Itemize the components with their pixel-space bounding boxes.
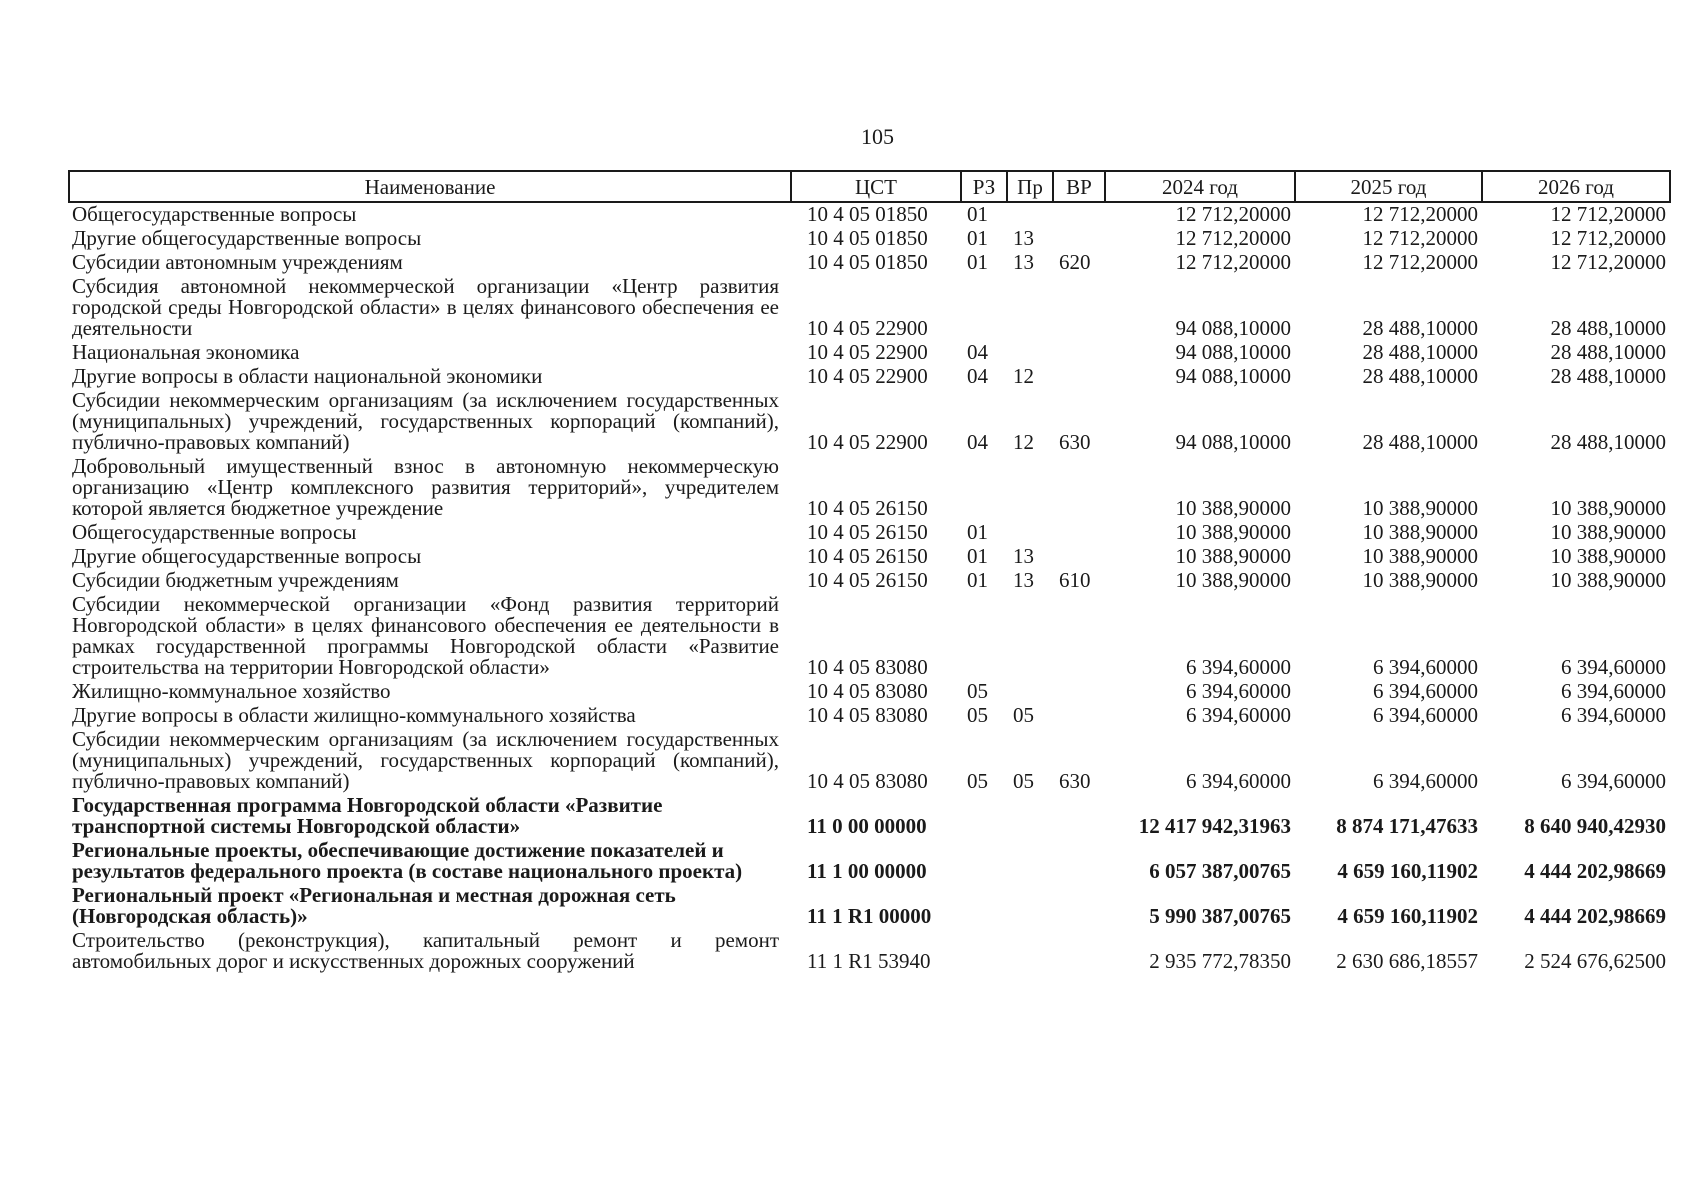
table-row — [69, 728, 1670, 794]
row-vr — [1053, 884, 1105, 929]
row-name: Региональные проекты, обеспечивающие достижение показателей и результатов федерального проекта (в составе национального проекта) — [72, 838, 743, 883]
row-name: Субсидия автономной некоммерческой организации «Центр развития городской среды Новгородской области» в целях финансового обеспечения ее деятельности — [72, 274, 779, 340]
header-cst: ЦСТ — [791, 171, 961, 202]
row-rz — [961, 929, 1007, 974]
row-2024: 12 712,20000 — [1175, 250, 1291, 274]
row-name: Национальная экономика — [72, 340, 300, 364]
row-2026: 10 388,90000 — [1550, 544, 1666, 568]
row-2024: 6 394,60000 — [1186, 679, 1291, 703]
row-name: Государственная программа Новгородской области «Развитие транспортной системы Новгородской области» — [72, 793, 663, 838]
row-pr — [1007, 794, 1053, 839]
row-name: Общегосударственные вопросы — [72, 202, 357, 226]
row-vr — [1053, 680, 1105, 704]
row-rz: 01 — [967, 202, 988, 226]
row-2024: 10 388,90000 — [1175, 568, 1291, 592]
row-cst: 10 4 05 22900 — [807, 316, 928, 340]
row-2024: 12 712,20000 — [1175, 202, 1291, 226]
row-2025: 10 388,90000 — [1362, 496, 1478, 520]
table-row — [69, 251, 1670, 275]
row-rz — [961, 275, 1007, 341]
row-rz: 01 — [967, 226, 988, 250]
row-2026: 12 712,20000 — [1550, 250, 1666, 274]
row-2026: 8 640 940,42930 — [1524, 814, 1666, 838]
row-rz: 04 — [967, 364, 988, 388]
row-name: Жилищно-коммунальное хозяйство — [72, 679, 391, 703]
row-2024: 2 935 772,78350 — [1149, 949, 1291, 973]
row-cst: 10 4 05 22900 — [807, 430, 928, 454]
row-pr — [1007, 341, 1053, 365]
row-vr — [1053, 227, 1105, 251]
row-pr: 12 — [1013, 364, 1034, 388]
row-2024: 94 088,10000 — [1175, 364, 1291, 388]
header-2026: 2026 год — [1482, 171, 1670, 202]
row-vr: 630 — [1059, 769, 1091, 793]
row-2025: 28 488,10000 — [1362, 430, 1478, 454]
row-2025: 6 394,60000 — [1373, 769, 1478, 793]
row-2026: 10 388,90000 — [1550, 520, 1666, 544]
table-row — [69, 704, 1670, 728]
table-row — [69, 545, 1670, 569]
row-cst: 10 4 05 83080 — [807, 679, 928, 703]
row-2026: 28 488,10000 — [1550, 340, 1666, 364]
table-row — [69, 839, 1670, 884]
row-2026: 28 488,10000 — [1550, 430, 1666, 454]
row-2026: 12 712,20000 — [1550, 202, 1666, 226]
page-number: 105 — [861, 124, 894, 149]
table-row — [69, 365, 1670, 389]
row-pr: 13 — [1013, 226, 1034, 250]
row-rz: 01 — [967, 568, 988, 592]
table-row — [69, 794, 1670, 839]
row-name: Другие вопросы в области жилищно-коммунального хозяйства — [72, 703, 636, 727]
row-2026: 12 712,20000 — [1550, 226, 1666, 250]
row-cst: 10 4 05 83080 — [807, 655, 928, 679]
row-cst: 10 4 05 01850 — [807, 202, 928, 226]
row-pr — [1007, 202, 1053, 227]
table-row — [69, 455, 1670, 521]
row-vr: 610 — [1059, 568, 1091, 592]
table-row — [69, 202, 1670, 227]
row-2025: 4 659 160,11902 — [1337, 859, 1478, 883]
row-name: Субсидии некоммерческим организациям (за исключением государственных (муниципальных) учреждений, государственных корпораций (компаний), публично-правовых компаний) — [72, 388, 779, 454]
row-name: Другие общегосударственные вопросы — [72, 544, 422, 568]
row-2026: 6 394,60000 — [1561, 769, 1666, 793]
row-vr — [1053, 593, 1105, 680]
row-rz: 04 — [967, 340, 988, 364]
row-2025: 28 488,10000 — [1362, 364, 1478, 388]
row-vr: 630 — [1059, 430, 1091, 454]
row-2024: 94 088,10000 — [1175, 316, 1291, 340]
row-2026: 6 394,60000 — [1561, 655, 1666, 679]
row-2025: 8 874 171,47633 — [1336, 814, 1478, 838]
row-vr — [1053, 455, 1105, 521]
row-vr — [1053, 545, 1105, 569]
row-cst: 10 4 05 26150 — [807, 544, 928, 568]
row-cst: 10 4 05 26150 — [807, 520, 928, 544]
row-pr: 13 — [1013, 568, 1034, 592]
row-pr: 05 — [1013, 769, 1034, 793]
row-2026: 2 524 676,62500 — [1524, 949, 1666, 973]
table-row — [69, 569, 1670, 593]
row-cst: 10 4 05 01850 — [807, 250, 928, 274]
row-name: Региональный проект «Региональная и местная дорожная сеть (Новгородская область)» — [72, 883, 676, 928]
row-vr — [1053, 341, 1105, 365]
row-2024: 6 394,60000 — [1186, 769, 1291, 793]
row-2025: 28 488,10000 — [1362, 340, 1478, 364]
row-pr: 05 — [1013, 703, 1034, 727]
table-row — [69, 593, 1670, 680]
row-cst: 10 4 05 22900 — [807, 364, 928, 388]
row-2025: 10 388,90000 — [1362, 520, 1478, 544]
row-pr — [1007, 521, 1053, 545]
header-pr: Пр — [1007, 171, 1053, 202]
row-vr — [1053, 929, 1105, 974]
table-row — [69, 884, 1670, 929]
row-2026: 10 388,90000 — [1550, 568, 1666, 592]
row-vr — [1053, 275, 1105, 341]
row-2024: 5 990 387,00765 — [1149, 904, 1291, 928]
table-row — [69, 275, 1670, 341]
row-cst: 11 1 00 00000 — [807, 859, 927, 883]
row-2026: 6 394,60000 — [1561, 679, 1666, 703]
row-vr — [1053, 794, 1105, 839]
row-rz — [961, 794, 1007, 839]
row-2024: 12 417 942,31963 — [1138, 814, 1291, 838]
row-vr — [1053, 365, 1105, 389]
row-rz: 04 — [967, 430, 988, 454]
row-rz — [961, 884, 1007, 929]
table-row — [69, 680, 1670, 704]
row-2024: 10 388,90000 — [1175, 544, 1291, 568]
header-vr: ВР — [1053, 171, 1105, 202]
budget-table — [68, 170, 1671, 974]
table-row — [69, 929, 1670, 974]
row-2025: 2 630 686,18557 — [1336, 949, 1478, 973]
row-2025: 6 394,60000 — [1373, 703, 1478, 727]
row-name: Субсидии некоммерческой организации «Фонд развития территорий Новгородской области» в целях финансового обеспечения ее деятельности в рамках государственной программы Новгородской области «Развитие строительства на территории Новгородской области» — [72, 592, 779, 679]
header-2024: 2024 год — [1105, 171, 1295, 202]
row-cst: 11 1 R1 53940 — [807, 949, 931, 973]
row-rz — [961, 455, 1007, 521]
row-cst: 10 4 05 22900 — [807, 340, 928, 364]
row-pr — [1007, 929, 1053, 974]
row-2024: 6 394,60000 — [1186, 655, 1291, 679]
row-cst: 10 4 05 01850 — [807, 226, 928, 250]
row-name: Другие общегосударственные вопросы — [72, 226, 422, 250]
row-2025: 4 659 160,11902 — [1337, 904, 1478, 928]
row-2025: 12 712,20000 — [1362, 202, 1478, 226]
row-name: Строительство (реконструкция), капитальный ремонт и ремонт автомобильных дорог и искусственных дорожных сооружений — [72, 928, 779, 973]
row-2026: 4 444 202,98669 — [1524, 904, 1666, 928]
row-pr — [1007, 680, 1053, 704]
row-rz: 01 — [967, 250, 988, 274]
row-cst: 10 4 05 26150 — [807, 568, 928, 592]
row-2024: 6 057 387,00765 — [1149, 859, 1291, 883]
row-vr: 620 — [1059, 250, 1091, 274]
row-2024: 94 088,10000 — [1175, 340, 1291, 364]
table-header — [69, 171, 1670, 202]
row-2024: 94 088,10000 — [1175, 430, 1291, 454]
row-2026: 10 388,90000 — [1550, 496, 1666, 520]
row-pr — [1007, 455, 1053, 521]
header-name: Наименование — [69, 171, 791, 202]
row-2025: 10 388,90000 — [1362, 568, 1478, 592]
row-2025: 28 488,10000 — [1362, 316, 1478, 340]
row-name: Общегосударственные вопросы — [72, 520, 357, 544]
row-pr — [1007, 839, 1053, 884]
row-vr — [1053, 521, 1105, 545]
row-pr — [1007, 275, 1053, 341]
table-body — [69, 202, 1670, 974]
row-rz: 01 — [967, 544, 988, 568]
row-name: Субсидии автономным учреждениям — [72, 250, 403, 274]
row-2025: 6 394,60000 — [1373, 679, 1478, 703]
header-rz: РЗ — [961, 171, 1007, 202]
row-vr — [1053, 202, 1105, 227]
row-name: Субсидии бюджетным учреждениям — [72, 568, 399, 592]
row-2024: 6 394,60000 — [1186, 703, 1291, 727]
row-rz: 05 — [967, 769, 988, 793]
row-cst: 10 4 05 26150 — [807, 496, 928, 520]
table-row — [69, 341, 1670, 365]
table-row — [69, 227, 1670, 251]
row-2024: 12 712,20000 — [1175, 226, 1291, 250]
row-rz: 05 — [967, 679, 988, 703]
row-pr — [1007, 593, 1053, 680]
row-pr — [1007, 884, 1053, 929]
row-rz: 01 — [967, 520, 988, 544]
row-2024: 10 388,90000 — [1175, 520, 1291, 544]
row-rz: 05 — [967, 703, 988, 727]
row-2026: 4 444 202,98669 — [1524, 859, 1666, 883]
row-2026: 28 488,10000 — [1550, 316, 1666, 340]
row-2025: 12 712,20000 — [1362, 250, 1478, 274]
row-vr — [1053, 704, 1105, 728]
row-cst: 10 4 05 83080 — [807, 703, 928, 727]
table-row — [69, 521, 1670, 545]
row-2025: 12 712,20000 — [1362, 226, 1478, 250]
row-cst: 11 0 00 00000 — [807, 814, 927, 838]
row-name: Субсидии некоммерческим организациям (за исключением государственных (муниципальных) учреждений, государственных корпораций (компаний), публично-правовых компаний) — [72, 727, 779, 793]
row-name: Другие вопросы в области национальной экономики — [72, 364, 543, 388]
table-row — [69, 389, 1670, 455]
header-2025: 2025 год — [1295, 171, 1482, 202]
row-rz — [961, 593, 1007, 680]
row-name: Добровольный имущественный взнос в автономную некоммерческую организацию «Центр комплексного развития территорий», учредителем которой является бюджетное учреждение — [72, 454, 779, 520]
row-cst: 10 4 05 83080 — [807, 769, 928, 793]
row-rz — [961, 839, 1007, 884]
row-pr: 13 — [1013, 544, 1034, 568]
row-pr: 13 — [1013, 250, 1034, 274]
row-pr: 12 — [1013, 430, 1034, 454]
row-2024: 10 388,90000 — [1175, 496, 1291, 520]
row-vr — [1053, 839, 1105, 884]
row-2025: 6 394,60000 — [1373, 655, 1478, 679]
row-2026: 28 488,10000 — [1550, 364, 1666, 388]
row-2026: 6 394,60000 — [1561, 703, 1666, 727]
row-cst: 11 1 R1 00000 — [807, 904, 932, 928]
row-2025: 10 388,90000 — [1362, 544, 1478, 568]
